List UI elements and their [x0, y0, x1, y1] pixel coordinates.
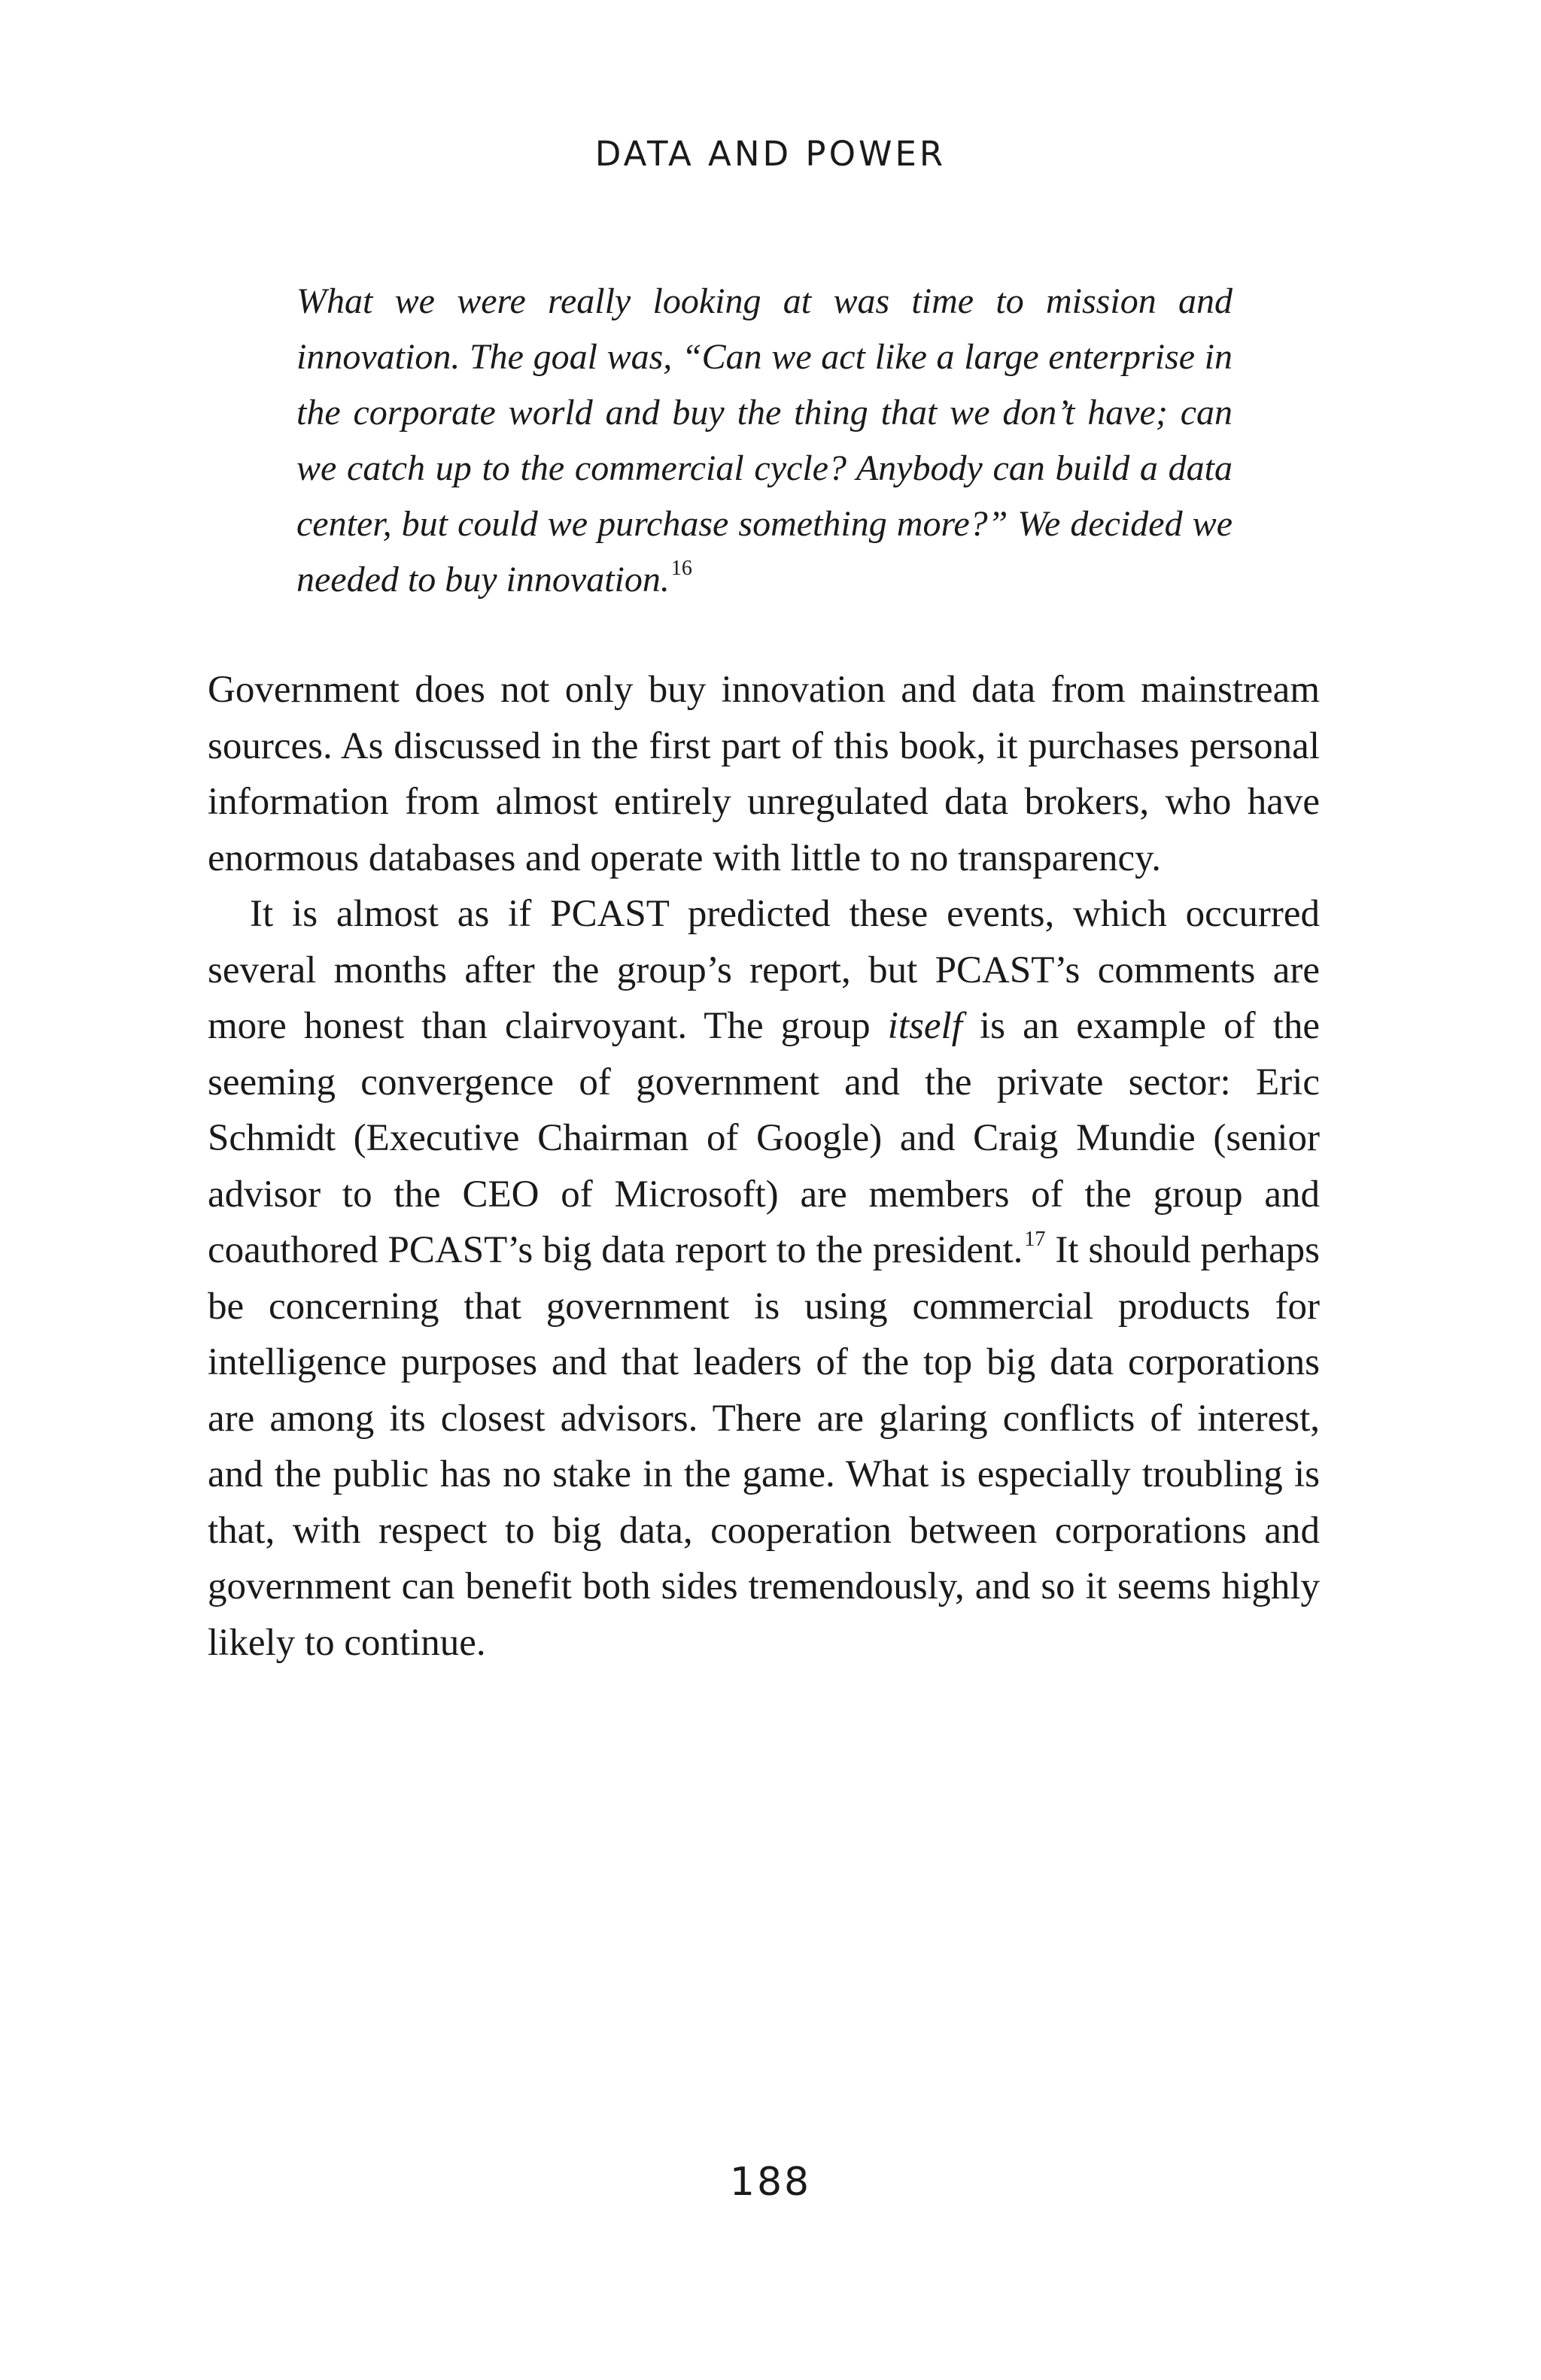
paragraph-1: Government does not only buy innovation and data from mainstream sources. As discussed in the first part of this book, it purchases personal information from almost entirely unregulated data brokers, who have enormous databases and operate with little to no transparency. — [208, 669, 1320, 879]
paragraph-2-text-a: It is almost as if PCAST predicted these events, which occurred several months after the group’s report, but PCAST’s comments are more honest than clairvoyant. The group — [208, 893, 1320, 1047]
paragraph-2-text-b: is an example of the seeming convergence of government and the private sector: Eric Schmidt (Executive Chairman of Google) and Craig Mundie (senior advisor to the CEO of Microsoft) are members of the group and coauthored PCAST’s big data report to the president. — [208, 1005, 1320, 1271]
page-number: 188 — [729, 2160, 812, 2205]
body-text — [208, 662, 1320, 1671]
footnote-marker-16: 16 — [670, 557, 692, 580]
block-quote-text: What we were really looking at was time to mission and innovation. The goal was, “Can we act like a large enterprise in the corporate world and buy the thing that we don’t have; can we catch up to the commercial cycle? Anybody can build a data center, but could we purchase something more?” We decided we needed to buy innovation. — [296, 281, 1232, 600]
running-head: DATA AND POWER — [594, 134, 947, 174]
paragraph-2-text-c: It should perhaps be concerning that government is using commercial products for intelligence purposes and that leaders of the top big data corporations are among its closest advisors. There are glaring conflicts of interest, and the public has no stake in the game. What is especially troubling is that, with respect to big data, cooperation between corporations and government can benefit both sides tremendously, and so it seems highly likely to continue. — [208, 1229, 1321, 1664]
emphasis-itself: itself — [887, 1005, 962, 1047]
footnote-marker-17: 17 — [1024, 1228, 1046, 1251]
paragraph-2 — [208, 886, 1320, 1671]
block-quote — [296, 274, 1232, 608]
